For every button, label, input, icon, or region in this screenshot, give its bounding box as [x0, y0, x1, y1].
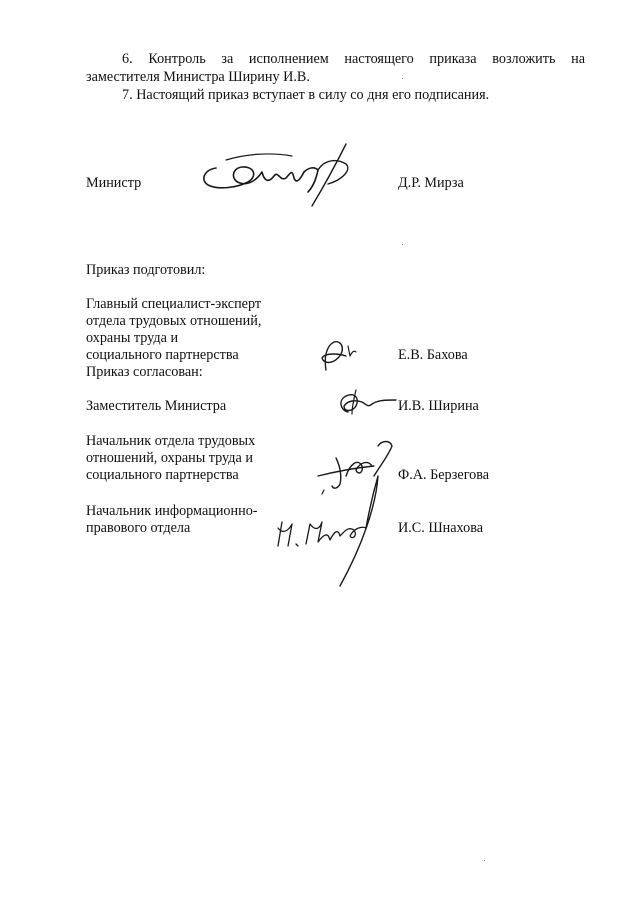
minister-title: Министр	[86, 175, 142, 191]
scan-speck	[402, 244, 403, 245]
order-item-7: 7. Настоящий приказ вступает в силу со дня его подписания.	[122, 87, 490, 103]
approved-heading: Приказ согласован:	[86, 364, 203, 380]
scan-speck	[484, 860, 485, 861]
prepared-position-line: отдела трудовых отношений,	[86, 313, 262, 329]
order-item-6-line-2: заместителя Министра Ширину И.В.	[86, 69, 310, 85]
prepared-position-line: охраны труда и	[86, 330, 179, 346]
labor-head-position-line: Начальник отдела трудовых	[86, 433, 256, 449]
minister-name: Д.Р. Мирза	[398, 175, 464, 191]
legal-head-name: И.С. Шнахова	[398, 520, 484, 536]
labor-head-name: Ф.А. Берзегова	[398, 467, 490, 483]
prepared-position-line: Главный специалист-эксперт	[86, 296, 262, 312]
deputy-name: И.В. Ширина	[398, 398, 479, 414]
labor-head-position-line: отношений, охраны труда и	[86, 450, 253, 466]
deputy-signature	[334, 386, 400, 420]
prepared-signature	[316, 334, 360, 374]
prepared-name: Е.В. Бахова	[398, 347, 468, 363]
scan-speck	[402, 78, 403, 79]
legal-head-position-line: правового отдела	[86, 520, 191, 536]
order-item-6-line-1: 6. Контроль за исполнением настоящего приказа возложить на	[122, 51, 585, 67]
minister-signature	[196, 140, 366, 218]
deputy-position: Заместитель Министра	[86, 398, 227, 414]
prepared-position-line: социального партнерства	[86, 347, 239, 363]
prepared-heading: Приказ подготовил:	[86, 262, 206, 278]
legal-head-position-line: Начальник информационно-	[86, 503, 258, 519]
labor-head-position-line: социального партнерства	[86, 467, 239, 483]
legal-head-signature	[266, 466, 398, 592]
